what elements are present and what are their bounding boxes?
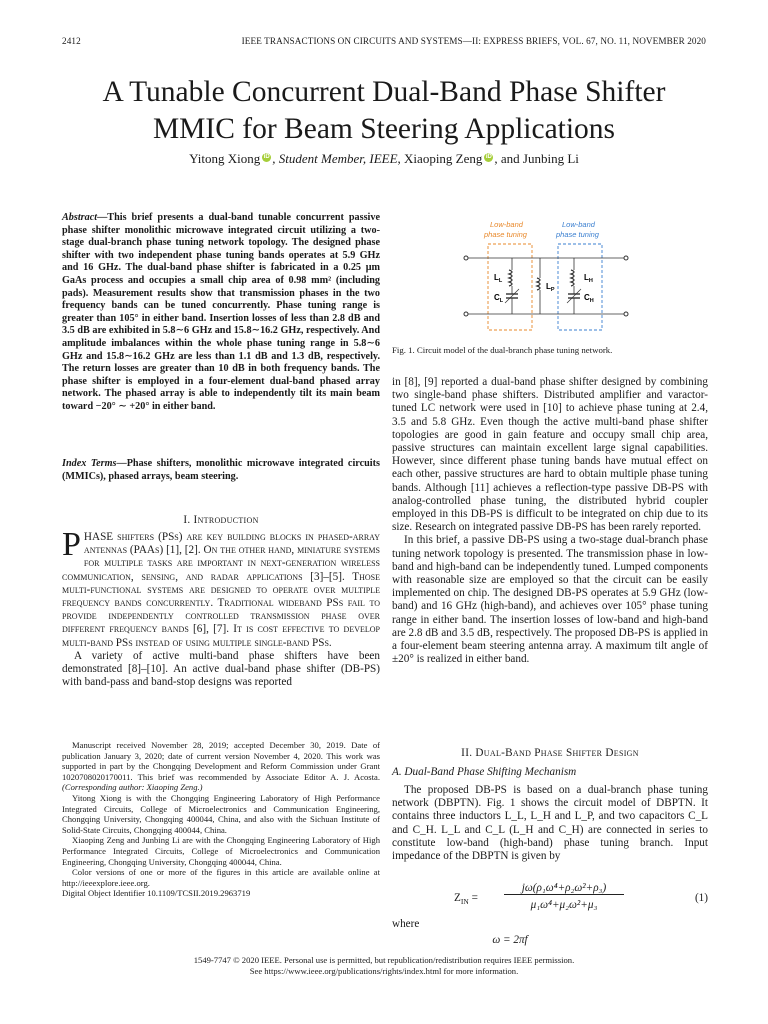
- label-LH: $L_H$: [584, 273, 593, 284]
- label-low-band-2: Low-band: [562, 220, 595, 229]
- label-low-band-1: Low-band: [490, 220, 523, 229]
- right-paragraph-1: in [8], [9] reported a dual-band phase shifter designed by combining two single-band phase shifters. Distributed amplifier and varactor-tuned LC network were used in [10] to achieve phase tuning at 2.4, 3.5 and 5.8 GHz. Even though the active multi-band phase shifter topologies are good in gain feature and occupy small chip area, passive structures can maintain excellent large signal capabilities. However, since different phase tuning bands have mutual effect on each other, passive structures are hard to obtain multiple phase tuning bands. Although [11] achieves a reflection-type passive DB-PS with analog-controlled phase tuning, the distributed hybrid coupler employed in this DB-PS is difficult to be integrated on chip due to its size. Research on integrated passive DB-PS has been rarely reported.: [392, 376, 708, 534]
- label-LP: $L_P$: [546, 282, 555, 293]
- label-CL: $C_L$: [494, 293, 504, 304]
- author-list: [0, 151, 768, 167]
- where-label: where: [392, 918, 420, 930]
- footnote-affil-2: Xiaoping Zeng and Junbing Li are with the Chongqing Engineering Laboratory of High Performance Integrated Circuits, College of Microelectronics and Communication Engineering, Chongqing University, Chongqing 400044, China.: [62, 835, 380, 867]
- intro-paragraph-1: PHASE shifters (PSs) are key building blocks in phased-array antennas (PAAs) [1], [2]. On the other hand, miniature systems for multiple tasks are important in next-generation wireless communication, sensing, and radar applications [3]–[5]. Those multi-functional systems are designed to operate over multiple frequency bands concurrently. Traditional wideband PSs fail to provide independently controlled transmission phase over different frequency bands [6], [7]. It is cost effective to develop multi-band PSs instead of using multiple single-band PSs.: [62, 526, 380, 649]
- copyright-line-1: 1549-7747 © 2020 IEEE. Personal use is permitted, but republication/redistribution requires IEEE permission.: [193, 955, 575, 965]
- author-3: , and Junbing Li: [494, 151, 579, 166]
- index-terms: [62, 458, 380, 483]
- section-heading-intro: I. Introduction: [183, 514, 259, 526]
- port-in-top: [464, 256, 468, 260]
- drop-cap: P: [62, 526, 81, 563]
- orcid-icon[interactable]: iD: [263, 154, 270, 160]
- low-band-box-1: [488, 244, 532, 330]
- omega-equation: ω = 2πf: [492, 934, 528, 946]
- equation-1: [392, 882, 708, 918]
- intro-paragraph-2: A variety of active multi-band phase shifters have been demonstrated [8]–[10]. An active dual-band phase shifter (DB-PS) with band-pass and band-stop designs was reported: [62, 649, 380, 689]
- figure-1-circuit: [460, 218, 650, 338]
- label-phase-tuning-1: phase tuning: [484, 230, 527, 239]
- low-band-box-2: [558, 244, 602, 330]
- footnote-affil-1: Yitong Xiong is with the Chongqing Engineering Laboratory of High Performance Integrated Circuits, College of Microelectronics and Communication Engineering, Chongqing University, Chongqing 400044, China, and also with the Sichuan Institute of Solid-State Circuits, Chongqing 400044, China.: [62, 792, 380, 835]
- inductor-LP: [537, 278, 540, 290]
- subsection-heading: A. Dual-Band Phase Shifting Mechanism: [392, 766, 577, 778]
- eq-numerator: jω(ρ₁ω⁴+ρ₂ω²+ρ₃): [504, 882, 624, 895]
- circuit-diagram: [460, 218, 650, 338]
- right-column-body: [392, 376, 708, 666]
- abstract-text: —This brief presents a dual-band tunable concurrent passive phase shifter monolithic microwave integrated circuit utilizing a two-stage dual-branch phase tuning network topology. The designed phase shifter with two independent phase tuning bands operates at 5.9 GHz and 16 GHz. The dual-band phase shifter is fabricated in a 0.25 μm GaAs process and occupies a small chip area of 0.98 mm² (including pads). Measurement results show that transmission phases in the two frequency bands can be tuned concurrently. Phase tuning range is greater than 105° in either band. Insertion losses of less than 2.8 dB and 3.5 dB are exhibited in 5.8∼6 GHz and 15.8∼16.2 GHz, respectively. And amplitude imbalances within the whole phase tuning range in 5.8∼6 GHz and 15.8∼16.2 GHz are less than 1.1 dB and 1.3 dB, respectively. The return losses are greater than 10 dB in both frequency bands. The phase shifter is employed in a four-element dual-band phased array network. The phased array is able to independently tilt its main beam toward −20° ∼ +20° in either band.: [62, 212, 380, 412]
- section-heading-design: II. Dual-Band Phase Shifter Design: [461, 747, 639, 759]
- port-out-bottom: [624, 312, 628, 316]
- abstract-label: Abstract: [62, 212, 98, 223]
- page-number: 2412: [62, 36, 81, 46]
- port-in-bottom: [464, 312, 468, 316]
- author-1: Yitong Xiong: [189, 151, 261, 166]
- orcid-icon[interactable]: iD: [485, 154, 492, 160]
- title-line-2: MMIC for Beam Steering Applications: [152, 113, 616, 145]
- section-2-body: [392, 784, 708, 863]
- intro-body: [62, 526, 380, 689]
- eq-number: (1): [694, 892, 708, 904]
- eq-lhs: $Z_{IN}$ =: [454, 892, 478, 907]
- paper-title: [0, 74, 768, 148]
- port-out-top: [624, 256, 628, 260]
- section-2-paragraph-1: The proposed DB-PS is based on a dual-branch phase tuning network (DBPTN). Fig. 1 shows the circuit model of DBPTN. It contains three inductors L_L, L_H and L_P, and two capacitors C_L and C_H. L_L and C_L (L_H and C_H) are connected in series to constitute low-band (high-band) phase tuning branch. Input impedance of the DBPTN is given by: [392, 784, 708, 863]
- inductor-LL: [509, 270, 512, 286]
- index-terms-text: —Phase shifters, monolithic microwave integrated circuits (MMICs), phased arrays, beam steering.: [62, 458, 380, 482]
- abstract: [62, 212, 380, 414]
- copyright-note: [0, 955, 768, 977]
- footnote-manuscript: Manuscript received November 28, 2019; accepted December 30, 2019. Date of publication January 3, 2020; date of current version November 4, 2020. This work was supported in part by the Chongqing Development and Reform Commission under Grant 1020708020170011. This brief was recommended by Associate Editor A. J. Acosta. (Corresponding author: Xiaoping Zeng.): [62, 740, 380, 793]
- running-header: IEEE TRANSACTIONS ON CIRCUITS AND SYSTEMS—II: EXPRESS BRIEFS, VOL. 67, NO. 11, NOVEMBER 2020: [241, 36, 706, 46]
- author-2: , Xiaoping Zeng: [397, 151, 483, 166]
- footnote-doi: Digital Object Identifier 10.1109/TCSII.2019.2963719: [62, 888, 251, 899]
- copyright-line-2[interactable]: See https://www.ieee.org/publications/rights/index.html for more information.: [249, 966, 519, 976]
- label-CH: $C_H$: [584, 293, 594, 304]
- right-paragraph-2: In this brief, a passive DB-PS using a two-stage dual-branch phase tuning network topology is presented. The transmission phase in low-band and high-band can be independently tuned. Lumped components with reasonable size are employed so that the circuit can be easily implemented on chip. The designed DB-PS operates at 5.9 GHz (low-band) and 16 GHz (high-band), and achieves over 105° phase tuning range in either band. The insertion losses of low-band and high-band are 2.8 dB and 3.5 dB, respectively. The proposed DB-PS is applied in a four-element beam steering antenna array. A maximum tilt angle of ±20° is realized in either band.: [392, 534, 708, 666]
- label-LL: $L_L$: [494, 273, 503, 284]
- inductor-LH: [571, 270, 574, 286]
- index-terms-label: Index Terms: [62, 458, 117, 469]
- footnote-color: Color versions of one or more of the figures in this article are available online at http://ieeexplore.ieee.org.: [62, 867, 380, 888]
- eq-denominator: μ₁ω⁴+μ₂ω²+μ₃: [530, 899, 598, 911]
- figure-1-caption: Fig. 1. Circuit model of the dual-branch phase tuning network.: [392, 345, 613, 355]
- author-1-role: , Student Member, IEEE: [272, 151, 398, 166]
- title-line-1: A Tunable Concurrent Dual-Band Phase Shifter: [102, 76, 666, 108]
- label-phase-tuning-2: phase tuning: [556, 230, 599, 239]
- footnotes: [62, 740, 380, 899]
